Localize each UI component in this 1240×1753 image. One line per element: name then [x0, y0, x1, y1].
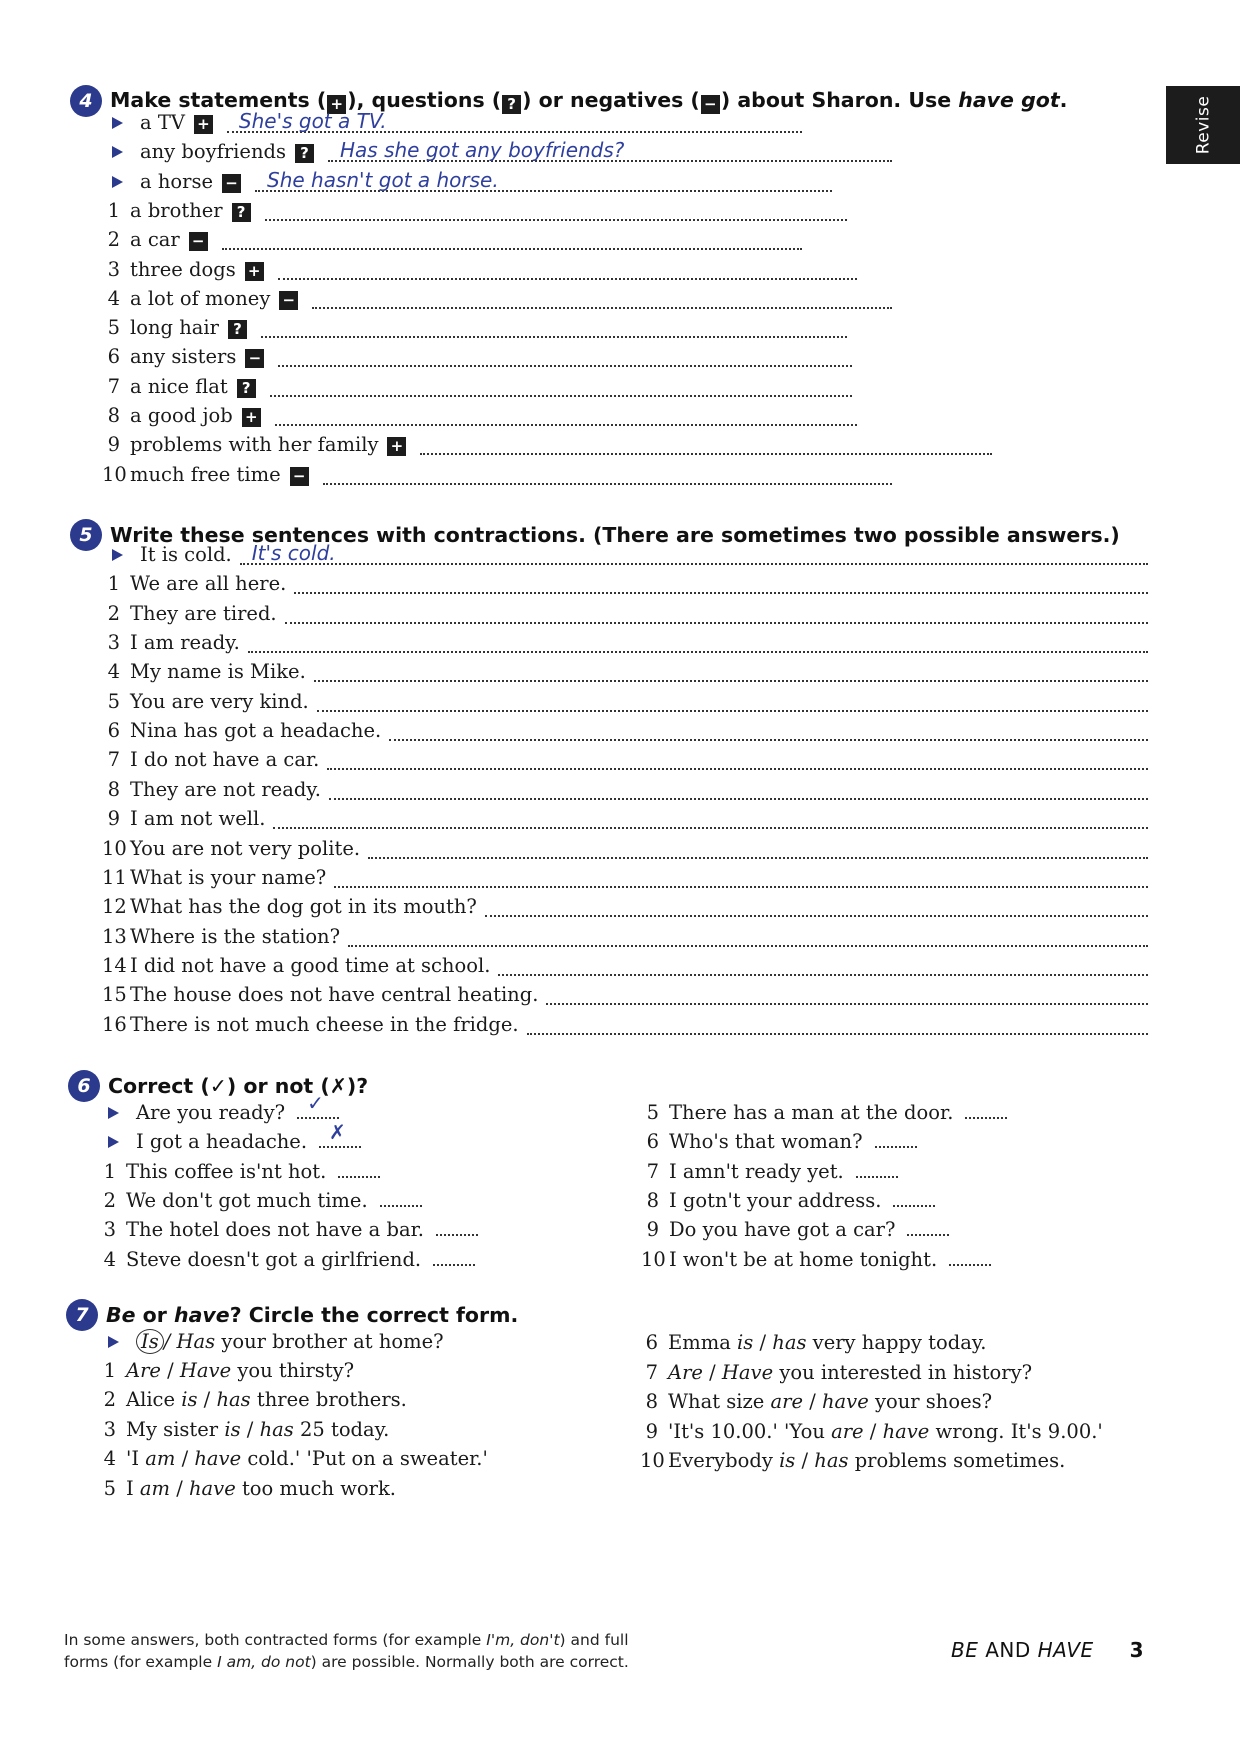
option-a[interactable]: is — [779, 1449, 796, 1473]
exercise-row — [641, 1248, 1121, 1277]
item-text: The house does not have central heating. — [130, 983, 539, 1007]
answer-line[interactable] — [875, 1146, 917, 1148]
option-a[interactable]: Are — [668, 1360, 703, 1384]
exercise-row — [640, 1420, 1140, 1449]
item-number: 3 — [103, 1218, 116, 1242]
exercise-row — [102, 983, 1148, 1012]
unit-footer — [951, 1638, 1144, 1662]
item-number: 10 — [102, 462, 127, 486]
item-number: 7 — [107, 748, 120, 772]
item-text: Where is the station? — [130, 924, 341, 948]
answer-line[interactable] — [338, 1176, 380, 1178]
answer-line[interactable] — [270, 395, 852, 397]
item-text: Steve doesn't got a girlfriend. — [126, 1247, 422, 1271]
item-number: 1 — [107, 572, 120, 596]
exercise-row — [102, 345, 852, 374]
answer-line[interactable] — [314, 680, 1148, 682]
item-text: a good job — [130, 404, 233, 427]
answer-line[interactable] — [248, 651, 1148, 653]
item-number: 2 — [103, 1388, 116, 1411]
question-icon: ? — [502, 95, 521, 114]
item-text: I am not well. — [130, 807, 266, 831]
triangle-bullet-icon — [112, 117, 123, 129]
exercise-7 — [66, 1299, 1144, 1519]
triangle-bullet-icon — [112, 549, 123, 561]
answer-line[interactable] — [328, 138, 892, 163]
exercise-row — [98, 1418, 588, 1447]
item-number: 10 — [640, 1449, 665, 1473]
item-text: Nina has got a headache. — [130, 719, 382, 743]
option-b[interactable]: has — [814, 1449, 849, 1473]
exercise-row — [641, 1101, 1121, 1130]
item-number: 1 — [103, 1159, 116, 1183]
handwritten-answer: Has she got any boyfriends? — [340, 138, 625, 163]
handwritten-answer: It's cold. — [251, 541, 336, 565]
exercise-4 — [70, 85, 1070, 505]
example-marker — [108, 1101, 136, 1124]
item-number: 16 — [102, 1012, 127, 1036]
sign-icon: ? — [228, 320, 247, 339]
item-number: 4 — [107, 660, 120, 684]
item-number: 4 — [103, 1447, 116, 1470]
item-number: 13 — [102, 924, 127, 948]
unit-title: BE AND HAVE — [951, 1638, 1094, 1662]
item-text: They are not ready. — [130, 777, 321, 801]
item-text: a horse — [140, 169, 213, 193]
answer-line[interactable] — [285, 622, 1148, 624]
circled-answer[interactable]: Is — [136, 1329, 164, 1354]
item-text: You are very kind. — [130, 689, 309, 713]
exercise-number-badge: 6 — [68, 1070, 100, 1102]
exercise-row — [102, 690, 1148, 719]
sign-icon: − — [290, 467, 309, 486]
item-text: a lot of money — [130, 286, 271, 310]
answer-line[interactable] — [275, 424, 857, 426]
answer-line[interactable] — [278, 365, 852, 367]
item-number: 8 — [646, 1188, 659, 1212]
example-marker — [112, 543, 140, 566]
answer-line[interactable] — [327, 768, 1148, 770]
item-text: They are tired. — [130, 601, 277, 625]
item-text: What is your name? — [130, 865, 327, 889]
item-text: What has the dog got in its mouth? — [130, 895, 477, 919]
example-row — [108, 1329, 588, 1358]
page-number: 3 — [1129, 1638, 1144, 1662]
item-number: 2 — [103, 1188, 116, 1212]
item-text: My name is Mike. — [130, 660, 306, 684]
item-text: 'It's 10.00.' 'You are / have wrong. It's 9.00.' — [668, 1419, 1103, 1443]
sign-icon: ? — [237, 379, 256, 398]
sign-icon: + — [387, 437, 406, 456]
exercise-row — [640, 1331, 1140, 1360]
option-a[interactable]: is — [181, 1388, 198, 1411]
example-marker — [108, 1330, 136, 1353]
option-a[interactable]: is — [224, 1417, 241, 1441]
answer-line[interactable] — [273, 827, 1148, 829]
sign-icon: − — [189, 232, 208, 251]
example-marker — [112, 170, 140, 193]
item-text: three dogs — [130, 257, 236, 281]
exercise-row — [102, 807, 1148, 836]
item-number: 6 — [107, 719, 120, 743]
answer-line[interactable] — [240, 541, 1148, 565]
exercise-row — [102, 287, 892, 316]
answer-line[interactable] — [420, 453, 992, 455]
item-number: 6 — [645, 1331, 658, 1355]
item-text: I got a headache. — [136, 1130, 308, 1154]
example-row — [112, 543, 1148, 572]
item-text: There has a man at the door. — [669, 1101, 954, 1124]
item-text: I am / have too much work. — [126, 1476, 396, 1500]
triangle-bullet-icon — [112, 176, 123, 188]
item-text: Who's that woman? — [669, 1130, 863, 1154]
item-number: 6 — [646, 1130, 659, 1154]
example-row — [108, 1091, 588, 1130]
item-text: I amn't ready yet. — [669, 1159, 844, 1183]
answer-line[interactable] — [319, 1120, 361, 1148]
option-b[interactable]: has — [772, 1331, 807, 1355]
answer-line[interactable] — [261, 336, 847, 338]
tick-mark: ✓ — [307, 1091, 324, 1115]
exercise-6-title: Correct (✓) or not (✗)? — [108, 1074, 369, 1098]
item-text: Are you ready? — [136, 1101, 286, 1124]
answer-line[interactable] — [265, 219, 847, 221]
item-number: 3 — [103, 1417, 116, 1441]
exercise-row — [640, 1390, 1140, 1419]
item-number: 5 — [646, 1101, 659, 1124]
item-text: Is / Has your brother at home? — [136, 1329, 444, 1354]
sign-icon: − — [222, 174, 241, 193]
item-text: a TV — [140, 111, 185, 134]
item-number: 4 — [107, 286, 120, 310]
answer-line[interactable] — [312, 307, 892, 309]
item-number: 3 — [107, 257, 120, 281]
item-text: Alice is / has three brothers. — [126, 1388, 407, 1411]
sign-icon: + — [245, 262, 264, 281]
answer-line[interactable] — [433, 1264, 475, 1266]
item-number: 9 — [107, 433, 120, 457]
exercise-row — [102, 748, 1148, 777]
option-a[interactable]: am — [139, 1476, 171, 1500]
exercise-7-heading — [66, 1299, 518, 1331]
item-number: 10 — [641, 1247, 666, 1271]
exercise-row — [102, 1013, 1148, 1042]
exercise-row — [98, 1447, 588, 1476]
answer-line[interactable] — [498, 974, 1148, 976]
plus-icon: + — [327, 95, 346, 114]
exercise-row — [102, 228, 802, 257]
item-text: There is not much cheese in the fridge. — [130, 1012, 519, 1036]
item-number: 5 — [107, 689, 120, 713]
item-text: Do you have got a car? — [669, 1218, 896, 1242]
item-number: 11 — [102, 865, 127, 889]
answer-line[interactable] — [329, 798, 1148, 800]
exercise-row — [102, 895, 1148, 924]
example-marker — [112, 140, 140, 163]
sign-icon: − — [279, 291, 298, 310]
exercise-row — [98, 1160, 588, 1189]
exercise-number-badge: 5 — [70, 519, 102, 551]
exercise-row — [102, 837, 1148, 866]
exercise-row — [102, 404, 857, 433]
answer-line[interactable] — [907, 1234, 949, 1236]
item-number: 9 — [107, 807, 120, 831]
exercise-row — [98, 1477, 588, 1506]
exercise-row — [102, 463, 892, 492]
item-text: This coffee is'nt hot. — [126, 1159, 327, 1183]
answer-line[interactable] — [546, 1003, 1148, 1005]
exercise-row — [102, 602, 1148, 631]
option-b[interactable]: have — [822, 1390, 869, 1414]
item-text: We are all here. — [130, 572, 287, 596]
option-a[interactable]: are — [770, 1390, 804, 1414]
item-number: 15 — [102, 983, 127, 1007]
item-number: 1 — [103, 1358, 116, 1382]
item-text: Everybody is / has problems sometimes. — [668, 1449, 1066, 1473]
answer-line[interactable] — [317, 710, 1148, 712]
answer-line[interactable] — [380, 1205, 422, 1207]
answer-line[interactable] — [334, 886, 1148, 888]
revise-tab[interactable] — [1166, 86, 1240, 164]
exercise-4-title: Make statements ( + ), questions ( ? ) or negatives ( − ) about Sharon. Use have got. — [110, 88, 1068, 113]
option-b[interactable]: have — [882, 1419, 930, 1443]
item-number: 2 — [107, 601, 120, 625]
exercise-row — [102, 316, 847, 345]
exercise-row — [640, 1449, 1140, 1478]
answer-line[interactable] — [368, 857, 1148, 859]
item-text: a car — [130, 228, 180, 252]
item-number: 5 — [107, 316, 120, 340]
item-text: I won't be at home tonight. — [669, 1247, 938, 1271]
item-text: What size are / have your shoes? — [668, 1390, 993, 1414]
item-text: any boyfriends — [140, 140, 287, 164]
answer-line[interactable] — [297, 1091, 339, 1119]
option-a[interactable]: are — [831, 1419, 864, 1443]
exercise-row — [102, 258, 857, 287]
exercise-row — [641, 1160, 1121, 1189]
answer-line[interactable] — [222, 248, 802, 250]
exercise-row — [102, 954, 1148, 983]
exercise-row — [640, 1361, 1140, 1390]
exercise-5-title: Write these sentences with contractions. (There are sometimes two possible answers.) — [110, 523, 1120, 547]
item-number: 8 — [107, 404, 120, 427]
item-text: any sisters — [130, 345, 237, 369]
exercise-7-title: Be or have? Circle the correct form. — [106, 1303, 519, 1327]
answer-line[interactable] — [255, 167, 832, 192]
sign-icon: + — [242, 408, 261, 427]
item-number: 7 — [645, 1360, 658, 1384]
answer-line[interactable] — [278, 278, 857, 280]
answer-line[interactable] — [949, 1264, 991, 1266]
option-a[interactable]: Are — [126, 1358, 161, 1382]
example-row — [108, 1120, 588, 1159]
item-text: I did not have a good time at school. — [130, 953, 491, 977]
example-marker — [112, 111, 140, 134]
exercise-number-badge: 7 — [66, 1299, 98, 1331]
item-number: 12 — [102, 895, 127, 919]
item-text: We don't got much time. — [126, 1188, 368, 1212]
sign-icon: ? — [295, 144, 314, 163]
item-number: 7 — [646, 1159, 659, 1183]
option-b[interactable]: Have — [179, 1358, 232, 1382]
item-number: 7 — [107, 374, 120, 398]
option-b[interactable]: have — [189, 1476, 236, 1500]
handwritten-answer: She's got a TV. — [238, 109, 387, 133]
triangle-bullet-icon — [108, 1336, 119, 1348]
exercise-row — [102, 572, 1148, 601]
item-text: The hotel does not have a bar. — [126, 1218, 424, 1242]
item-text: much free time — [130, 462, 281, 486]
option-b[interactable]: has — [216, 1388, 251, 1411]
example-row — [112, 167, 832, 199]
item-text: You are not very polite. — [130, 836, 361, 860]
exercise-row — [98, 1388, 588, 1417]
exercise-row — [102, 199, 847, 228]
exercise-6 — [68, 1070, 1146, 1290]
triangle-bullet-icon — [108, 1107, 119, 1119]
answer-line[interactable] — [227, 109, 802, 133]
item-number: 5 — [103, 1476, 116, 1500]
exercise-row — [102, 375, 852, 404]
option-a[interactable]: is — [737, 1331, 754, 1355]
exercise-row — [641, 1130, 1121, 1159]
item-text: I gotn't your address. — [669, 1188, 882, 1212]
item-number: 1 — [107, 198, 120, 222]
tick-mark: ✗ — [329, 1120, 346, 1145]
option-b[interactable]: Have — [721, 1360, 774, 1384]
item-text: long hair — [130, 316, 219, 340]
item-text: Emma is / has very happy today. — [668, 1331, 987, 1355]
answer-line[interactable] — [389, 739, 1148, 741]
answer-line[interactable] — [856, 1176, 898, 1178]
exercise-row — [102, 925, 1148, 954]
exercise-row — [102, 719, 1148, 748]
triangle-bullet-icon — [112, 146, 123, 158]
option-b[interactable]: have — [194, 1447, 242, 1470]
exercise-number-badge: 4 — [70, 85, 102, 117]
answer-line[interactable] — [348, 945, 1148, 947]
exercise-row — [98, 1248, 588, 1277]
item-text: a brother — [130, 198, 223, 222]
sign-icon: ? — [232, 203, 251, 222]
handwritten-answer: She hasn't got a horse. — [267, 167, 499, 192]
item-text: problems with her family — [130, 433, 379, 457]
example-row — [112, 140, 892, 169]
answer-line[interactable] — [323, 483, 892, 485]
triangle-bullet-icon — [108, 1136, 119, 1148]
exercise-row — [641, 1218, 1121, 1247]
example-marker — [108, 1130, 136, 1153]
example-row — [112, 111, 802, 140]
answer-line[interactable] — [485, 915, 1148, 917]
exercise-row — [98, 1189, 588, 1218]
item-text: I am ready. — [130, 631, 240, 655]
item-number: 8 — [645, 1390, 658, 1414]
revise-tab-label: Revise — [1192, 95, 1213, 155]
item-text: Are / Have you interested in history? — [668, 1360, 1033, 1384]
exercise-row — [102, 631, 1148, 660]
item-number: 2 — [107, 228, 120, 252]
answer-line[interactable] — [294, 592, 1148, 594]
item-number: 3 — [107, 631, 120, 655]
exercise-row — [98, 1218, 588, 1247]
option-a[interactable]: am — [145, 1447, 176, 1470]
exercise-row — [641, 1189, 1121, 1218]
sign-icon: + — [194, 115, 213, 134]
exercise-row — [102, 433, 992, 462]
item-text: It is cold. — [140, 543, 232, 566]
exercise-row — [102, 866, 1148, 895]
answer-line[interactable] — [436, 1234, 478, 1236]
item-text: Are / Have you thirsty? — [126, 1358, 355, 1382]
answer-line[interactable] — [965, 1117, 1007, 1119]
answer-line[interactable] — [893, 1205, 935, 1207]
item-number: 9 — [646, 1218, 659, 1242]
item-number: 8 — [107, 777, 120, 801]
footer-note: In some answers, both contracted forms (for example I'm, don't) and full forms (for example I am, do not) are possible. Normally both are correct. — [64, 1631, 629, 1671]
item-text: I do not have a car. — [130, 748, 320, 772]
item-text: 'I am / have cold.' 'Put on a sweater.' — [126, 1447, 488, 1470]
exercise-row — [102, 660, 1148, 689]
answer-line[interactable] — [527, 1033, 1148, 1035]
exercise-5 — [70, 519, 1148, 1049]
exercise-row — [98, 1359, 588, 1388]
item-number: 10 — [102, 836, 127, 860]
item-number: 4 — [103, 1247, 116, 1271]
minus-icon: − — [701, 95, 720, 114]
exercise-row — [102, 778, 1148, 807]
option-b[interactable]: has — [259, 1417, 294, 1441]
item-text: My sister is / has 25 today. — [126, 1417, 390, 1441]
sign-icon: − — [245, 349, 264, 368]
item-number: 9 — [645, 1419, 658, 1443]
item-text: a nice flat — [130, 374, 228, 398]
item-number: 6 — [107, 345, 120, 369]
option-b[interactable]: Has — [176, 1330, 216, 1353]
item-number: 14 — [102, 953, 127, 977]
